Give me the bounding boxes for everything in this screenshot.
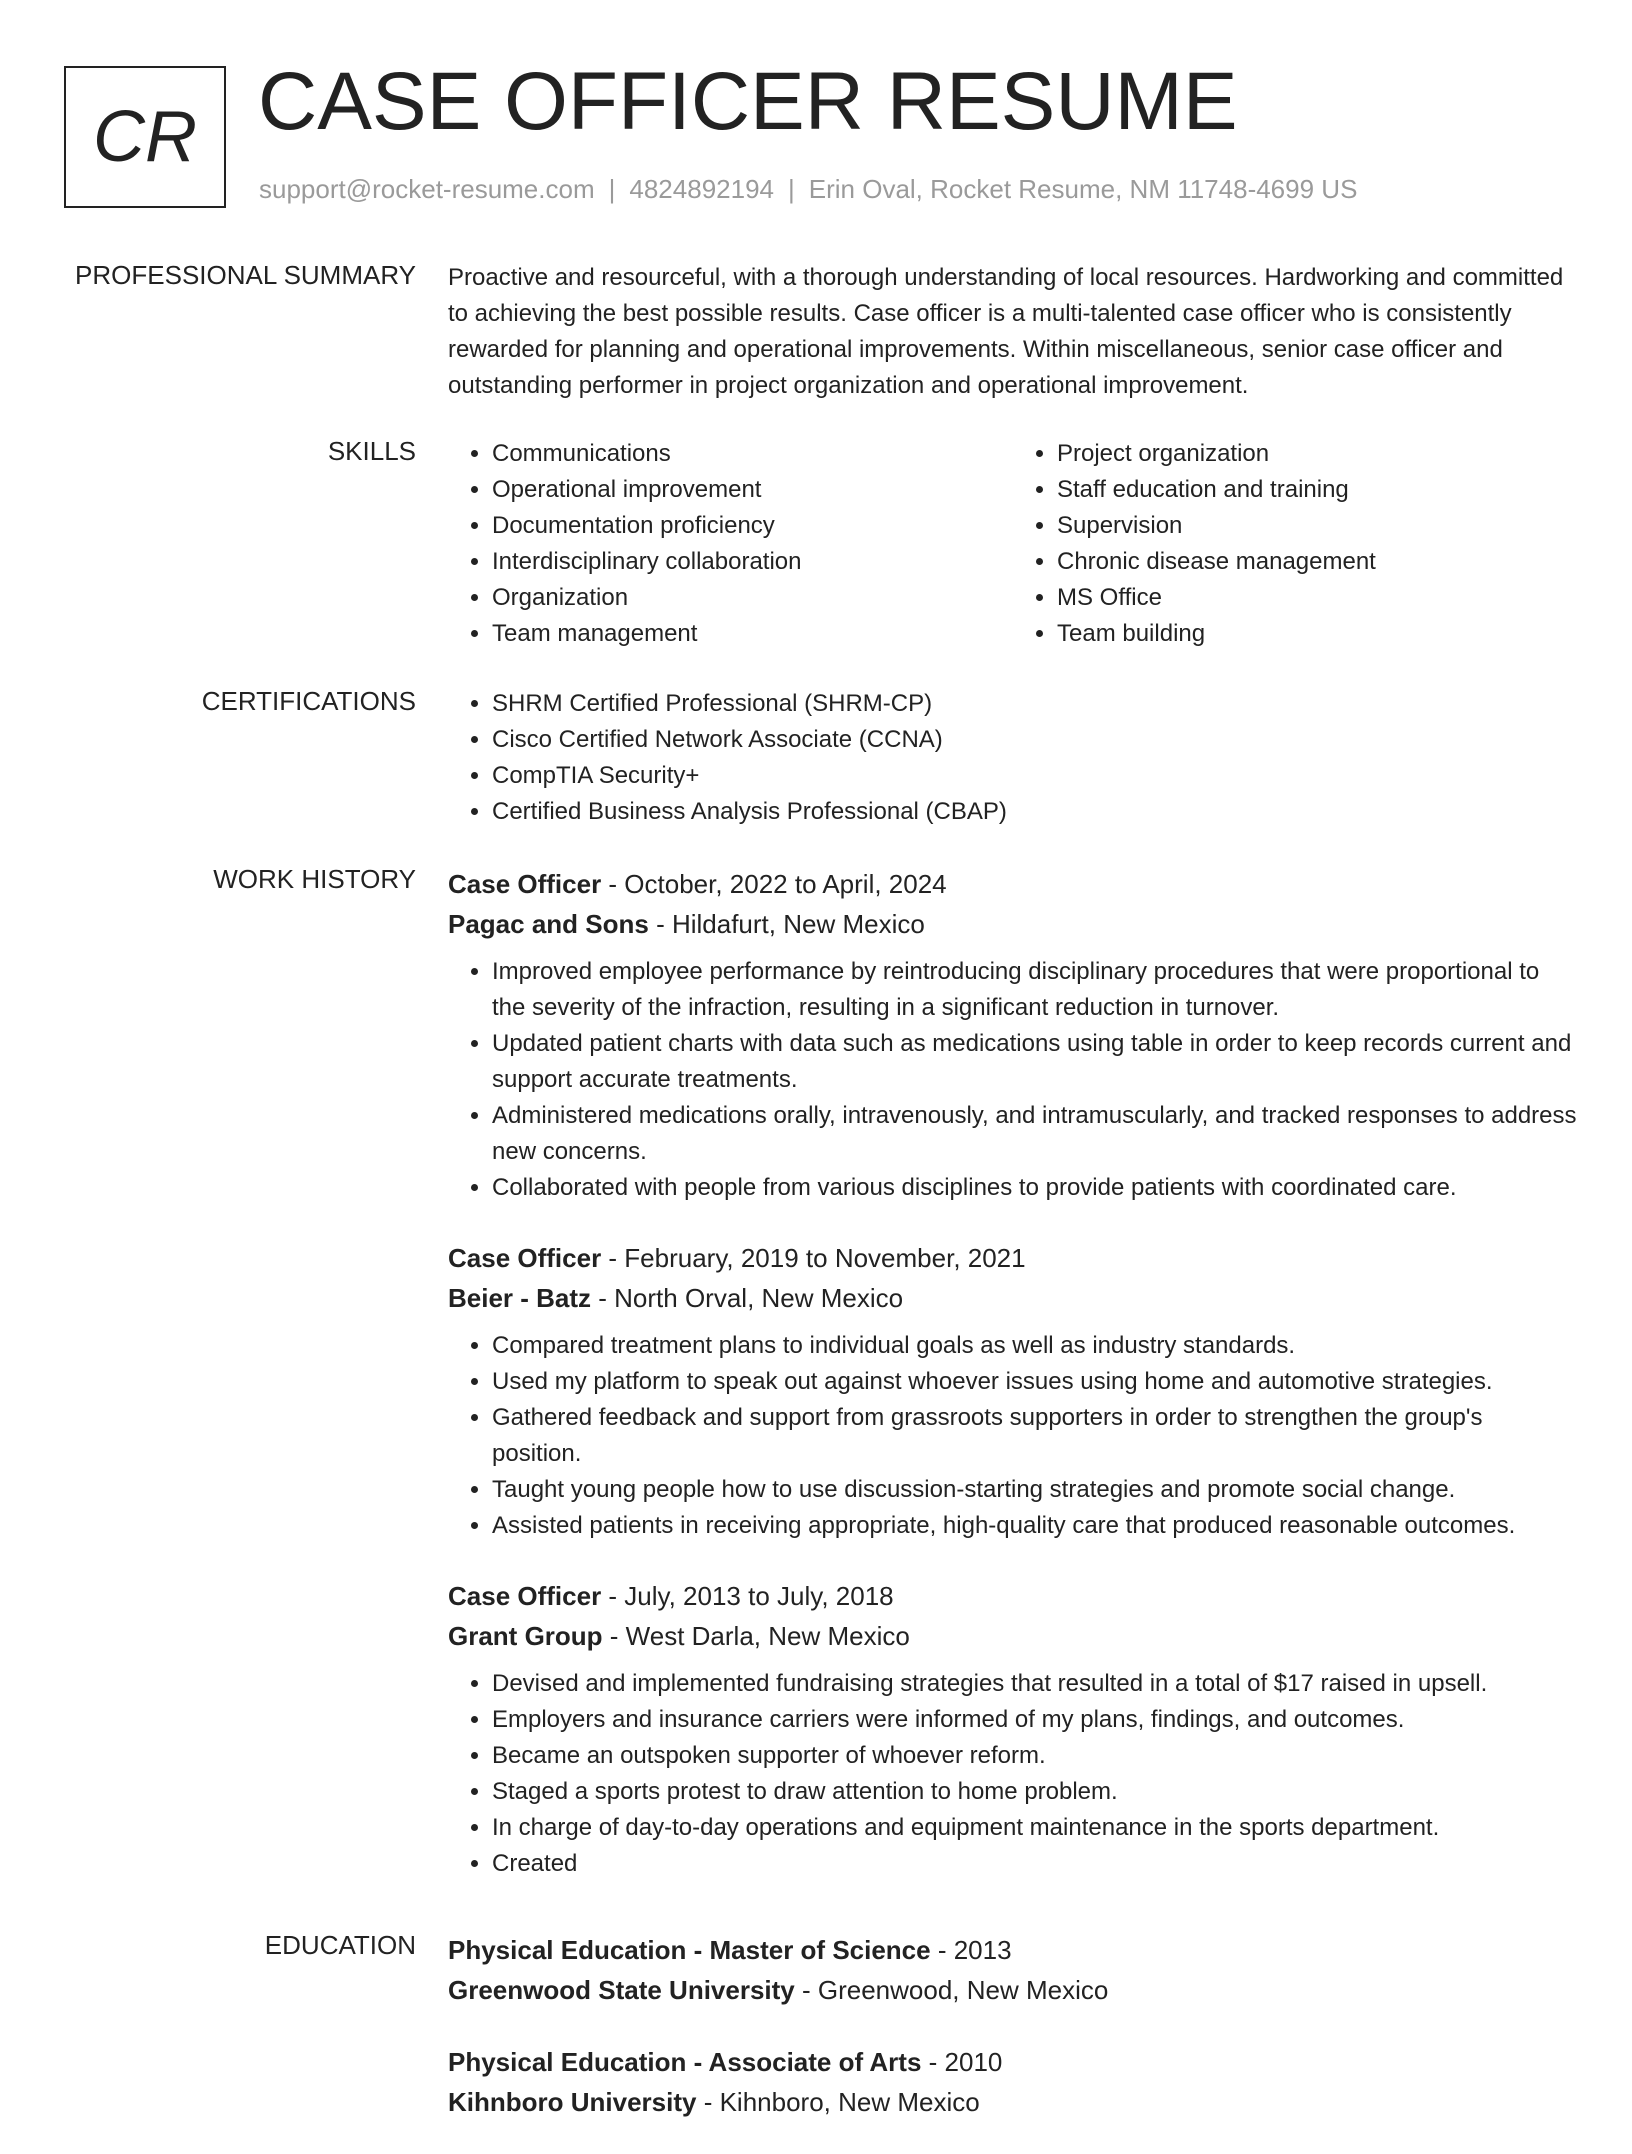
job-bullets (448, 1328, 1578, 1544)
job-location: - Hildafurt, New Mexico (648, 909, 925, 939)
job-dates: - July, 2013 to July, 2018 (601, 1581, 894, 1611)
certifications-body (448, 686, 1578, 830)
education-school: Greenwood State University (448, 1975, 795, 2005)
education-degree-line (448, 1930, 1578, 1970)
job-dates: - February, 2019 to November, 2021 (601, 1243, 1026, 1273)
job-title: Case Officer (448, 1581, 602, 1611)
job-company-line (448, 1278, 1578, 1318)
certification-item: • CompTIA Security+ (492, 758, 1578, 794)
job-title-line (448, 1238, 1578, 1278)
job-bullet: • Compared treatment plans to individual goals as well as industry standards. (492, 1328, 1578, 1364)
skills-list-left (448, 436, 1013, 652)
skill-item: • Team building (1057, 616, 1578, 652)
job-entry (448, 1576, 1578, 1882)
education-body (448, 1930, 1578, 2154)
education-year: - 2013 (930, 1935, 1012, 1965)
skill-item: • Organization (492, 580, 1013, 616)
education-degree: Physical Education - Master of Science (448, 1935, 931, 1965)
skill-item: • Staff education and training (1057, 472, 1578, 508)
skill-item: • Documentation proficiency (492, 508, 1013, 544)
monogram-box (64, 66, 226, 208)
job-bullets (448, 954, 1578, 1206)
contact-email[interactable]: support@rocket-resume.com (259, 174, 595, 204)
skills-list-right (1013, 436, 1578, 652)
skill-item: • Project organization (1057, 436, 1578, 472)
job-company-line (448, 904, 1578, 944)
skill-item: • Supervision (1057, 508, 1578, 544)
certification-item: • SHRM Certified Professional (SHRM-CP) (492, 686, 1578, 722)
education-year: - 2010 (921, 2047, 1003, 2077)
summary-body (448, 260, 1578, 404)
skill-item: • MS Office (1057, 580, 1578, 616)
job-location: - North Orval, New Mexico (591, 1283, 904, 1313)
work-body (448, 864, 1578, 1914)
job-bullet: • Staged a sports protest to draw attention to home problem. (492, 1774, 1578, 1810)
job-bullet: • Administered medications orally, intravenously, and intramuscularly, and tracked responses to address new concerns. (492, 1098, 1578, 1170)
skill-item: • Chronic disease management (1057, 544, 1578, 580)
skill-item: • Operational improvement (492, 472, 1013, 508)
job-location: - West Darla, New Mexico (602, 1621, 910, 1651)
job-title: Case Officer (448, 869, 602, 899)
skill-item: • Communications (492, 436, 1013, 472)
job-title: Case Officer (448, 1243, 602, 1273)
contact-phone[interactable]: 4824892194 (629, 174, 774, 204)
job-bullet: • Gathered feedback and support from grassroots supporters in order to strengthen the group's position. (492, 1400, 1578, 1472)
contact-line (259, 174, 1357, 205)
skill-item: • Interdisciplinary collaboration (492, 544, 1013, 580)
job-dates: - October, 2022 to April, 2024 (601, 869, 947, 899)
certification-item: • Certified Business Analysis Professional (CBAP) (492, 794, 1578, 830)
education-school-line (448, 2082, 1578, 2122)
page-title: CASE OFFICER RESUME (258, 56, 1238, 147)
job-title-line (448, 864, 1578, 904)
contact-separator: | (608, 174, 616, 204)
summary-text: Proactive and resourceful, with a thorough understanding of local resources. Hardworking and committed to achieving the best possible results. Case officer is a multi-talented case officer who is consistently rewarded for planning and operational improvements. Within miscellaneous, senior case officer and outstanding performer in project organization and operational improvement. (448, 264, 1564, 399)
section-label-education: EDUCATION (264, 1930, 416, 1960)
education-degree: Physical Education - Associate of Arts (448, 2047, 922, 2077)
education-school-line (448, 1970, 1578, 2010)
job-company: Beier - Batz (448, 1283, 592, 1313)
certification-item: • Cisco Certified Network Associate (CCNA) (492, 722, 1578, 758)
job-bullet: • Employers and insurance carriers were informed of my plans, findings, and outcomes. (492, 1702, 1578, 1738)
job-bullet: • Updated patient charts with data such as medications using table in order to keep records current and support accurate treatments. (492, 1026, 1578, 1098)
job-bullet: • Taught young people how to use discussion-starting strategies and promote social change. (492, 1472, 1578, 1508)
skills-body (448, 436, 1578, 652)
job-bullet: • Improved employee performance by reintroducing disciplinary procedures that were proportional to the severity of the infraction, resulting in a significant reduction in turnover. (492, 954, 1578, 1026)
job-company: Grant Group (448, 1621, 603, 1651)
job-bullet: • Devised and implemented fundraising strategies that resulted in a total of $17 raised in upsell. (492, 1666, 1578, 1702)
job-bullet: • Became an outspoken supporter of whoever reform. (492, 1738, 1578, 1774)
education-degree-line (448, 2042, 1578, 2082)
section-label-work: WORK HISTORY (213, 864, 416, 894)
job-bullet: • In charge of day-to-day operations and equipment maintenance in the sports department. (492, 1810, 1578, 1846)
job-bullets (448, 1666, 1578, 1882)
job-bullet: • Created (492, 1846, 1578, 1882)
job-entry (448, 1238, 1578, 1544)
job-bullet: • Assisted patients in receiving appropriate, high-quality care that produced reasonable outcomes. (492, 1508, 1578, 1544)
certifications-list (448, 686, 1578, 830)
job-bullet: • Collaborated with people from various disciplines to provide patients with coordinated care. (492, 1170, 1578, 1206)
education-school: Kihnboro University (448, 2087, 697, 2117)
education-entry (448, 2042, 1578, 2122)
monogram-text: CR (93, 97, 197, 177)
section-label-summary: PROFESSIONAL SUMMARY (75, 260, 416, 290)
contact-separator: | (788, 174, 795, 204)
section-label-skills: SKILLS (327, 436, 416, 466)
contact-address: Erin Oval, Rocket Resume, NM 11748-4699 US (808, 174, 1358, 204)
section-label-certifications: CERTIFICATIONS (201, 686, 416, 716)
skill-item: • Team management (492, 616, 1013, 652)
job-entry (448, 864, 1578, 1206)
education-location: - Kihnboro, New Mexico (696, 2087, 980, 2117)
education-location: - Greenwood, New Mexico (794, 1975, 1109, 2005)
job-title-line (448, 1576, 1578, 1616)
education-entry (448, 1930, 1578, 2010)
job-bullet: • Used my platform to speak out against whoever issues using home and automotive strategies. (492, 1364, 1578, 1400)
job-company: Pagac and Sons (448, 909, 649, 939)
job-company-line (448, 1616, 1578, 1656)
